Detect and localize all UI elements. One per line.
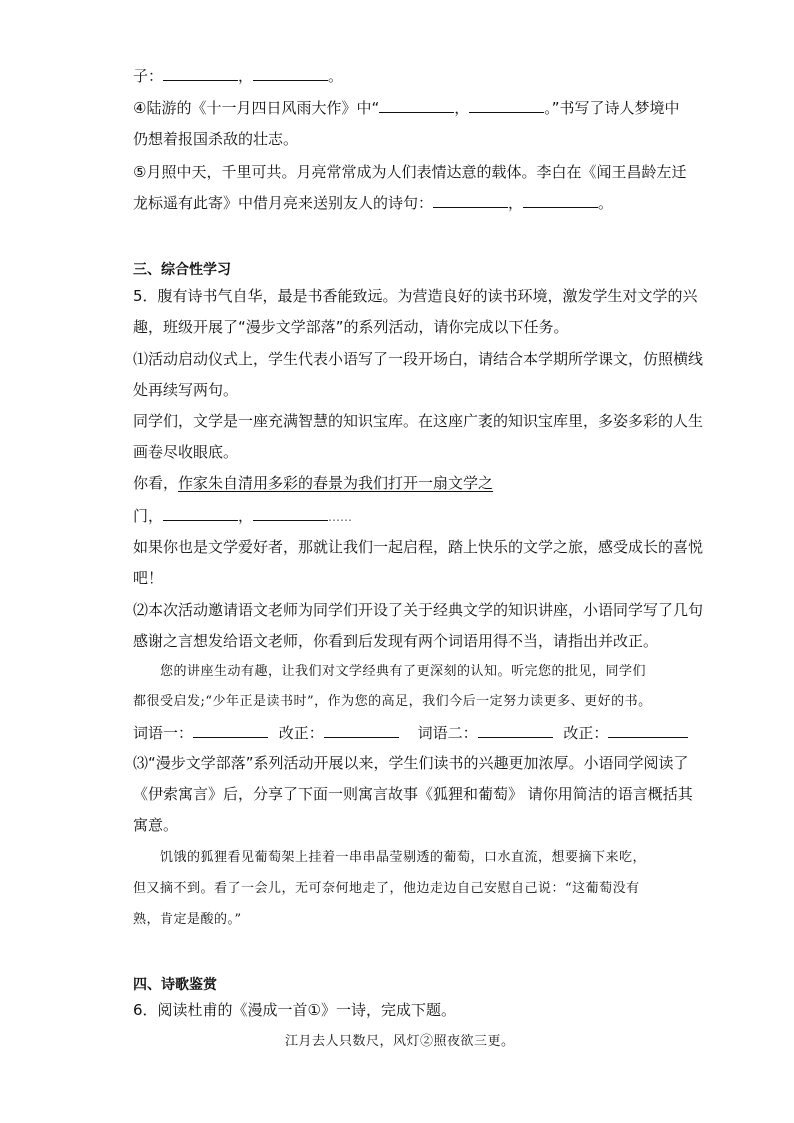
subquestion-2: ⑵本次活动邀请语文老师为同学们开设了关于经典文学的知识讲座，小语同学写了几句 — [133, 601, 704, 619]
prev-prefix: 子： — [133, 67, 164, 85]
question-6-stem: 6．阅读杜甫的《漫成一首①》一诗，完成下题。 — [133, 1001, 456, 1019]
section-heading-4: 四、诗歌鉴赏 — [133, 977, 217, 993]
answer-line-prev: 子： ， 。 — [133, 67, 344, 85]
fable-passage-line2: 但又摘不到。看了一会儿，无可奈何地走了，他边走边自己安慰自己说：“这葡萄没有 — [133, 881, 640, 896]
underlined-example: 作家朱自清用多彩的春景为我们打开一扇文学之 — [178, 474, 494, 492]
answer-row-words: 词语一： 改正： 词语二： 改正： — [133, 723, 688, 743]
subquestion-3-line2: 《伊索寓言》后，分享了下面一则寓言故事《狐狸和葡萄》 请你用简洁的语言概括其 — [133, 785, 693, 803]
poem-line: 江月去人只数尺，风灯②照夜欲三更。 — [285, 1034, 515, 1049]
answer-blank[interactable] — [433, 193, 508, 208]
answer-blank[interactable] — [253, 506, 328, 521]
closing-text: 如果你也是文学爱好者，那就让我们一起启程，踏上快乐的文学之旅，感受成长的喜悦 — [133, 538, 704, 556]
word1-blank[interactable] — [193, 723, 268, 738]
fix1-blank[interactable] — [324, 723, 399, 738]
question-5-stem-line2: 趣，班级开展了“漫步文学部落”的系列活动，请你完成以下任务。 — [133, 318, 569, 336]
fill-in-line: 门， ， …… — [133, 507, 353, 525]
answer-blank[interactable] — [379, 98, 454, 113]
section-heading-3: 三、综合性学习 — [133, 262, 231, 278]
answer-blank[interactable] — [163, 66, 238, 81]
subquestion-3: ⑶“漫步文学部落”系列活动开展以来，学生们读书的兴趣更加浓厚。小语同学阅读了 — [133, 754, 689, 772]
subquestion-3-line3: 寓意。 — [133, 816, 179, 834]
answer-blank[interactable] — [163, 506, 238, 521]
thanks-passage-line2: 都很受启发;“少年正是读书时”，作为您的高足，我们今后一定努力读更多、更好的书。 — [133, 694, 652, 709]
closing-text-line2: 吧！ — [133, 569, 164, 587]
answer-blank[interactable] — [469, 98, 544, 113]
word2-blank[interactable] — [478, 723, 553, 738]
subquestion-1: ⑴活动启动仪式上，学生代表小语写了一段开场白，请结合本学期所学课文，仿照横线 — [133, 350, 704, 368]
subquestion-2-line2: 感谢之言想发给语文老师，你看到后发现有两个词语用得不当，请指出并改正。 — [133, 632, 659, 650]
question-item-4-line2: 仍想着报国杀敌的壮志。 — [133, 130, 299, 148]
question-item-5-line2: 龙标遥有此寄》中借月亮来送别友人的诗句： ， 。 — [133, 194, 614, 212]
question-5-stem: 5．腹有诗书气自华，最是书香能致远。为营造良好的读书环境，激发学生对文学的兴 — [133, 287, 698, 305]
subquestion-1-line2: 处再续写两句。 — [133, 381, 239, 399]
fable-passage-line3: 熟，肯定是酸的。” — [133, 912, 242, 927]
answer-blank[interactable] — [253, 66, 328, 81]
fix2-blank[interactable] — [608, 723, 688, 738]
answer-blank[interactable] — [523, 193, 598, 208]
example-sentence: 你看，作家朱自清用多彩的春景为我们打开一扇文学之 — [133, 474, 494, 492]
speech-text: 同学们，文学是一座充满智慧的知识宝库。在这座广袤的知识宝库里，多姿多彩的人生 — [133, 412, 704, 430]
speech-text-line2: 画卷尽收眼底。 — [133, 443, 239, 461]
question-item-5: ⑤月照中天，千里可共。月亮常常成为人们表情达意的载体。李白在《闻王昌龄左迁 — [133, 163, 687, 181]
thanks-passage: 您的讲座生动有趣，让我们对文学经典有了更深刻的认知。听完您的批见，同学们 — [160, 664, 647, 679]
question-item-4: ④陆游的《十一月四日风雨大作》中“ ， 。”书写了诗人梦境中 — [133, 99, 680, 117]
fable-passage: 饥饿的狐狸看见葡萄架上挂着一串串晶莹剔透的葡萄，口水直流，想要摘下来吃， — [160, 850, 647, 865]
